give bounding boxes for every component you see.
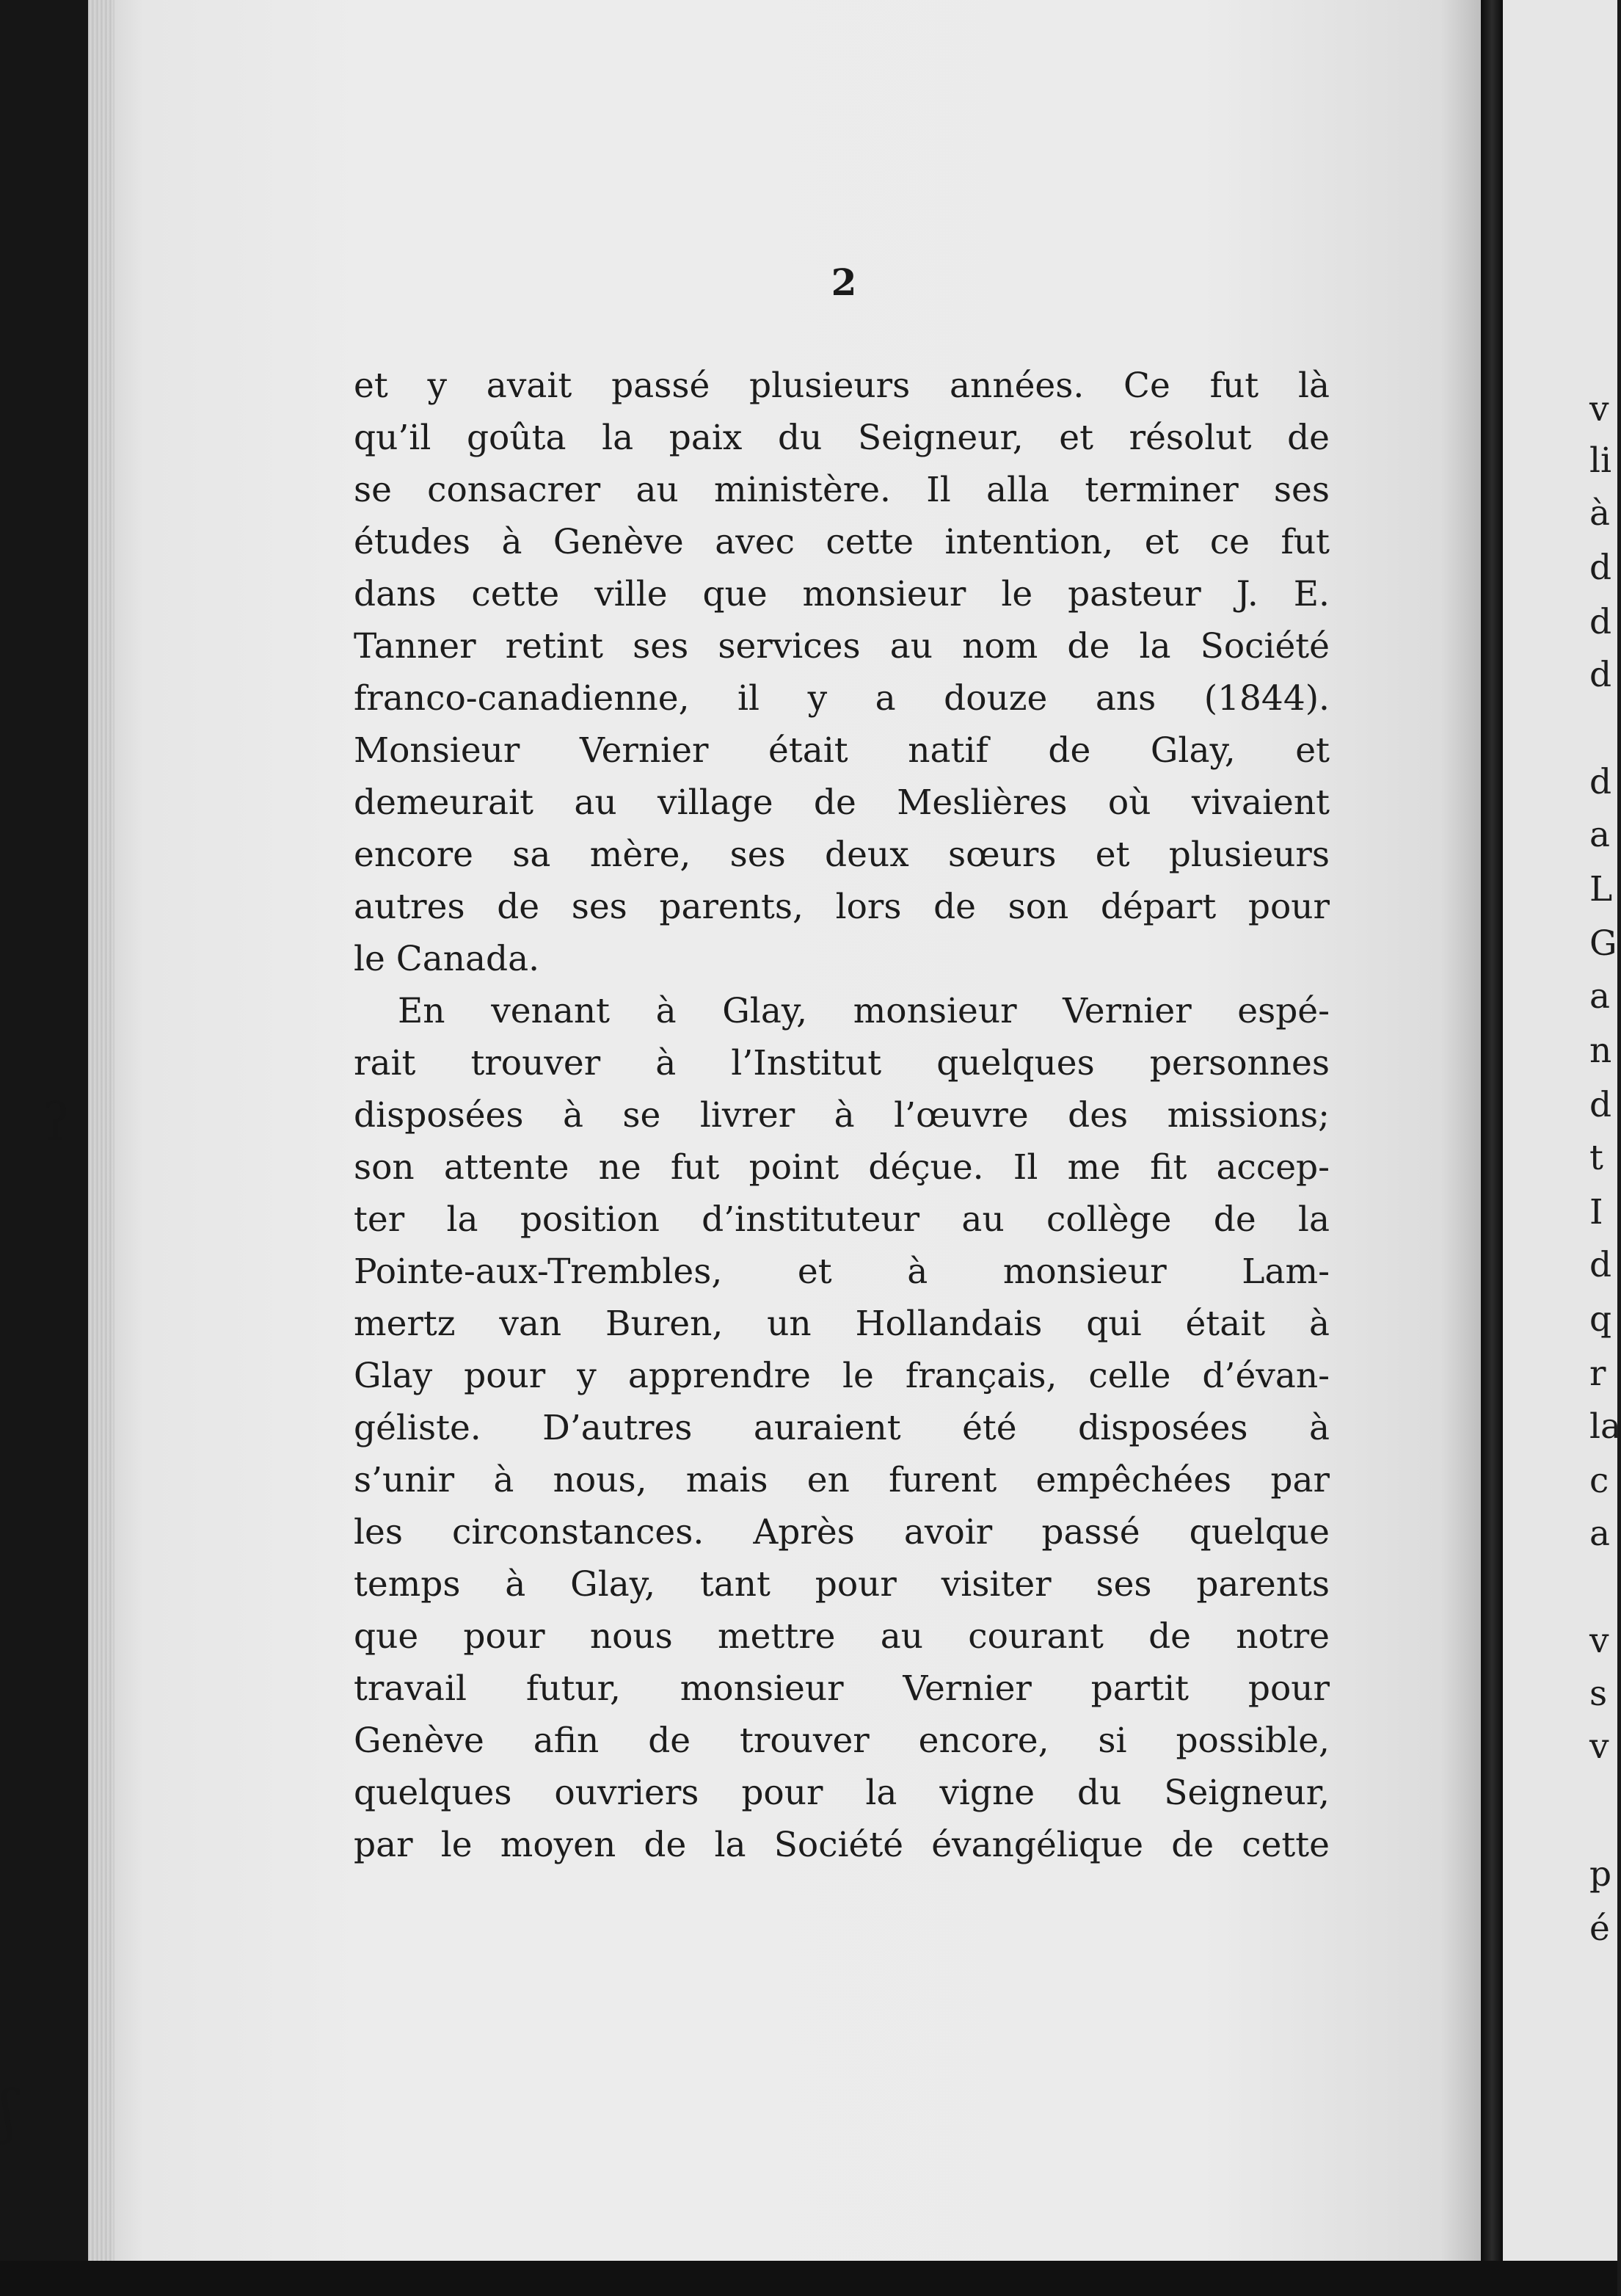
text-line: demeurait au village de Meslières où vivaient bbox=[354, 782, 1330, 823]
paragraph-2 bbox=[354, 985, 1330, 1871]
text-line: qu’il goûta la paix du Seigneur, et résolut de bbox=[354, 418, 1330, 458]
text-line: Genève afin de trouver encore, si possible, bbox=[354, 1721, 1330, 1761]
facing-page-letter: a bbox=[1589, 1514, 1611, 1554]
facing-page-letter: li bbox=[1589, 440, 1612, 481]
text-line: et y avait passé plusieurs années. Ce fut là bbox=[354, 366, 1330, 406]
facing-page-letter: é bbox=[1589, 1908, 1610, 1949]
text-line: travail futur, monsieur Vernier partit pour bbox=[354, 1668, 1330, 1709]
page-number: 2 bbox=[831, 261, 857, 304]
text-line: quelques ouvriers pour la vigne du Seigneur, bbox=[354, 1773, 1330, 1813]
text-line: rait trouver à l’Institut quelques personnes bbox=[354, 1043, 1330, 1083]
facing-page-letter: s bbox=[1589, 1674, 1608, 1714]
facing-page-letter: p bbox=[1589, 1854, 1612, 1894]
book-gutter bbox=[1481, 0, 1503, 2296]
text-line: disposées à se livrer à l’œuvre des missions; bbox=[354, 1095, 1330, 1136]
facing-page-letter: d bbox=[1589, 1245, 1612, 1285]
facing-page-letter: a bbox=[1589, 815, 1611, 855]
facing-page-letter: t bbox=[1589, 1138, 1603, 1178]
facing-page-letter: d bbox=[1589, 548, 1612, 588]
facing-page-letter: v bbox=[1589, 1726, 1609, 1767]
text-line: En venant à Glay, monsieur Vernier espé- bbox=[398, 991, 1330, 1031]
facing-page-letter: c bbox=[1589, 1461, 1609, 1501]
text-line: temps à Glay, tant pour visiter ses parents bbox=[354, 1564, 1330, 1605]
facing-page-letter: I bbox=[1589, 1192, 1603, 1232]
margin-mark: ʃ bbox=[0, 2077, 16, 2146]
text-line: franco-canadienne, il y a douze ans (1844). bbox=[354, 678, 1330, 719]
text-line: le Canada. bbox=[354, 939, 540, 979]
facing-page-letter: d bbox=[1589, 1085, 1612, 1125]
facing-page-letter: L bbox=[1589, 869, 1613, 909]
facing-page-letter: à bbox=[1589, 493, 1611, 534]
text-line: encore sa mère, ses deux sœurs et plusieurs bbox=[354, 835, 1330, 875]
facing-page-letter: la bbox=[1589, 1406, 1621, 1447]
text-line: les circonstances. Après avoir passé quelque bbox=[354, 1512, 1330, 1552]
text-line: géliste. D’autres auraient été disposées à bbox=[354, 1408, 1330, 1448]
text-line: Monsieur Vernier était natif de Glay, et bbox=[354, 730, 1330, 771]
margin-mark: ʔ bbox=[43, 1092, 70, 1152]
facing-page-letter: d bbox=[1589, 655, 1612, 695]
text-line: dans cette ville que monsieur le pasteur J. E. bbox=[354, 574, 1330, 614]
paragraph-1 bbox=[354, 360, 1330, 985]
facing-page-letter: d bbox=[1589, 602, 1612, 642]
text-line: autres de ses parents, lors de son départ pour bbox=[354, 887, 1330, 927]
scan-border bbox=[0, 2261, 1617, 2296]
text-line: mertz van Buren, un Hollandais qui était à bbox=[354, 1304, 1330, 1344]
text-line: que pour nous mettre au courant de notre bbox=[354, 1616, 1330, 1657]
text-line: se consacrer au ministère. Il alla terminer ses bbox=[354, 470, 1330, 510]
facing-page-letter: v bbox=[1589, 1621, 1609, 1661]
text-line: Pointe-aux-Trembles, et à monsieur Lam- bbox=[354, 1251, 1330, 1292]
facing-page-letter: G bbox=[1589, 923, 1617, 964]
facing-page-letter: v bbox=[1589, 389, 1609, 429]
text-line: son attente ne fut point déçue. Il me fit accep- bbox=[354, 1147, 1330, 1188]
text-line: par le moyen de la Société évangélique de cette bbox=[354, 1825, 1330, 1865]
facing-page-letter: d bbox=[1589, 762, 1612, 802]
page-body bbox=[354, 360, 1330, 1871]
facing-page-letter: q bbox=[1589, 1299, 1612, 1340]
text-line: ter la position d’instituteur au collège de la bbox=[354, 1199, 1330, 1240]
page-edge-stack bbox=[88, 0, 114, 2261]
facing-page-letter: n bbox=[1589, 1031, 1612, 1071]
facing-page-letter: r bbox=[1589, 1354, 1606, 1394]
text-line: s’unir à nous, mais en furent empêchées par bbox=[354, 1460, 1330, 1500]
facing-page-letter: a bbox=[1589, 976, 1611, 1017]
text-line: études à Genève avec cette intention, et ce fut bbox=[354, 522, 1330, 562]
text-line: Tanner retint ses services au nom de la Société bbox=[354, 626, 1330, 666]
text-line: Glay pour y apprendre le français, celle d’évan- bbox=[354, 1356, 1330, 1396]
